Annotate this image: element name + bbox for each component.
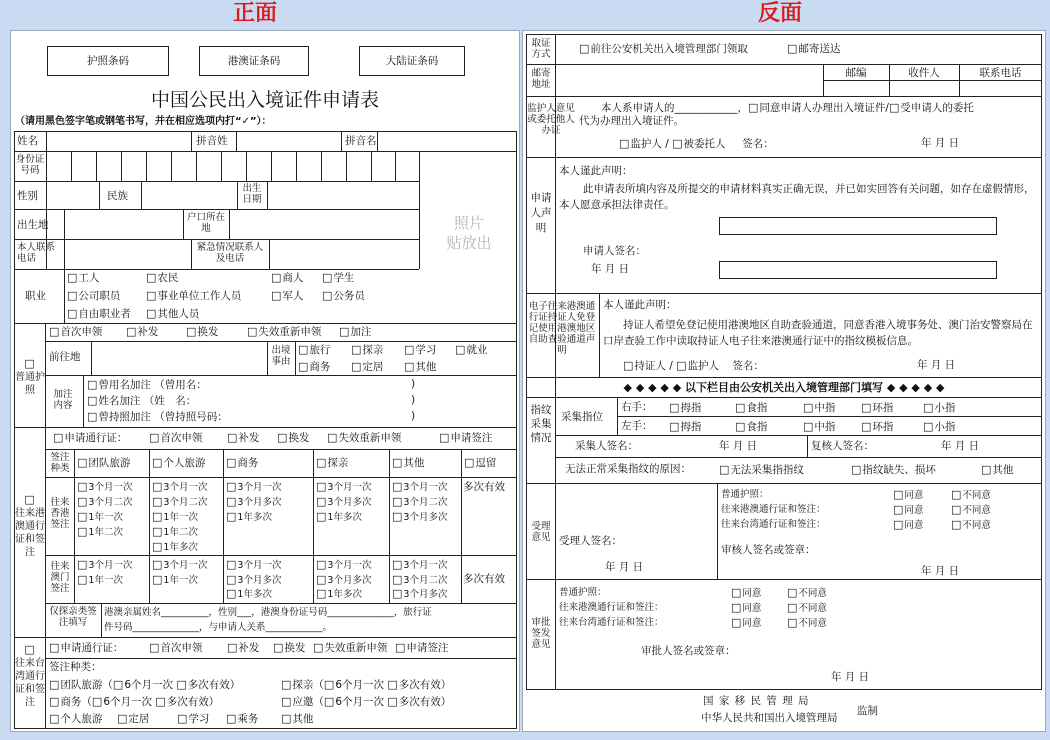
- label-egate-declaration: 电子往来港澳通行证持证人免登记使用港澳地区自助查验通道声明: [528, 301, 596, 356]
- hk-endorse-option[interactable]: □ 3个月一次: [392, 481, 447, 493]
- hkmo-apply-permit[interactable]: □ 申请通行证：: [53, 431, 127, 445]
- label-endorse-content: 加注内容: [53, 389, 73, 411]
- endorse-business[interactable]: □ 商务: [226, 456, 258, 470]
- finger-checkbox[interactable]: □ 食指: [735, 401, 767, 415]
- label-occupation: 职业: [25, 290, 46, 302]
- hk-endorse-option[interactable]: □ 3个月二次: [77, 496, 132, 508]
- agree-checkbox[interactable]: □ 同意: [731, 617, 761, 629]
- fp-right-hand: 右手：: [621, 401, 653, 413]
- reason-travel[interactable]: □ 旅行: [298, 343, 330, 357]
- official-use-banner: ◆ ◆ ◆ ◆ ◆ 以下栏目由公安机关出入境管理部门填写 ◆ ◆ ◆ ◆ ◆: [623, 381, 945, 394]
- back-side-title: 反面: [757, 1, 802, 26]
- tw-study[interactable]: □ 学习: [177, 712, 209, 726]
- occ-institution[interactable]: □ 事业单位工作人员: [146, 289, 241, 303]
- doc-item-label: 往来港澳通行证和签注：: [721, 504, 826, 515]
- label-pinyin-given: 拼音名: [345, 135, 377, 147]
- hk-multiple-valid: 多次有效: [463, 481, 505, 493]
- label-mail-address: 邮寄地址: [531, 68, 551, 90]
- egate-date: 年 月 日: [917, 359, 956, 371]
- endorse-former-passport[interactable]: □ 曾持照加注 （曾持照号码：: [87, 410, 228, 424]
- photo-placeholder: 照片 贴放出: [446, 214, 492, 252]
- egate-signature[interactable]: □ 持证人 / □ 监护人 签名：: [623, 359, 764, 373]
- reason-family[interactable]: □ 探亲: [351, 343, 383, 357]
- label-mo-endorse: 往来澳门签注: [50, 561, 70, 594]
- family-info-line2: 件号码______________，与申请人关系____________。: [104, 622, 333, 633]
- hk-endorse-option[interactable]: □ 3个月多次: [316, 496, 371, 508]
- endorse-name[interactable]: □ 姓名加注 （姓 名：: [87, 394, 196, 408]
- mo-endorse-option[interactable]: □ 3个月一次: [152, 559, 207, 571]
- mo-endorse-option[interactable]: □ 1年一次: [152, 574, 198, 586]
- tw-row2-right[interactable]: □ 应邀（□ 6个月一次 □ 多次有效）: [281, 695, 451, 709]
- hkmo-renew[interactable]: □ 换发: [277, 431, 309, 445]
- hk-endorse-option[interactable]: □ 3个月一次: [77, 481, 132, 493]
- tw-crew[interactable]: □ 乘务: [226, 712, 258, 726]
- label-hk-endorse: 往来香港签注: [50, 497, 70, 530]
- doc-item-label: 普通护照：: [721, 489, 769, 500]
- applicant-signature-box[interactable]: [719, 217, 997, 235]
- label-emergency-contact: 紧急情况联系人及电话: [196, 242, 264, 264]
- doc-item-label: 往来台湾通行证和签注：: [721, 519, 826, 530]
- disagree-checkbox[interactable]: □ 不同意: [787, 587, 827, 599]
- form-title: 中国公民出入境证件申请表: [150, 89, 379, 111]
- tw-settle[interactable]: □ 定居: [117, 712, 149, 726]
- mo-endorse-option[interactable]: □ 1年多次: [226, 588, 272, 600]
- footer-org-2: 中华人民共和国出入境管理局: [701, 712, 838, 724]
- label-hukou: 户口所在地: [186, 212, 225, 234]
- endorse-individual-tour[interactable]: □ 个人旅游: [152, 456, 205, 470]
- endorse-family-visit[interactable]: □ 探亲: [316, 456, 348, 470]
- label-id-number: 身份证号码: [15, 154, 45, 176]
- guardian-date: 年 月 日: [921, 137, 960, 149]
- occ-military[interactable]: □ 军人: [271, 289, 303, 303]
- occ-worker[interactable]: □ 工人: [67, 271, 99, 285]
- finger-checkbox[interactable]: □ 小指: [923, 420, 955, 434]
- mo-endorse-option[interactable]: □ 3个月一次: [77, 559, 132, 571]
- tw-renew[interactable]: □ 换发: [273, 641, 305, 655]
- form-instruction: （请用黑色签字笔或钢笔书写，并在相应选项内打“✓”）：: [15, 116, 272, 127]
- disagree-checkbox[interactable]: □ 不同意: [787, 602, 827, 614]
- label-endorse-type: 签注种类: [50, 452, 70, 474]
- disagree-checkbox[interactable]: □ 不同意: [787, 617, 827, 629]
- label-fingerprint: 指纹采集情况: [530, 404, 552, 444]
- pickup-mail[interactable]: □ 邮寄送达: [787, 42, 840, 56]
- egate-decl-text: 持证人希望免登记使用港澳地区自助查验通道，同意香港入境事务处、澳门治安警察局在口岸查验工作中读取持证人电子往来港澳通行证中的指纹模板信息。: [603, 319, 1033, 347]
- pickup-in-person[interactable]: □ 前往公安机关出入境管理部门领取: [579, 42, 748, 56]
- label-acceptance: 受理意见: [531, 521, 551, 543]
- passport-reissue[interactable]: □ 补发: [126, 325, 158, 339]
- disagree-checkbox[interactable]: □ 不同意: [951, 504, 991, 516]
- approve-date: 年 月 日: [831, 671, 870, 683]
- mo-endorse-option[interactable]: □ 3个月一次: [226, 559, 281, 571]
- hk-endorse-option[interactable]: □ 1年一次: [77, 511, 123, 523]
- mo-endorse-option[interactable]: □ 3个月多次: [226, 574, 281, 586]
- doc-item-label: 普通护照：: [559, 587, 607, 598]
- mail-postcode-head: 邮编: [845, 67, 867, 79]
- fp-position-label: 采集指位: [561, 411, 603, 423]
- mo-endorse-option[interactable]: □ 1年多次: [316, 588, 362, 600]
- reason-business[interactable]: □ 商务: [298, 360, 330, 374]
- egate-decl-title: 本人谨此声明：: [603, 299, 677, 311]
- endorse-other[interactable]: □ 其他: [392, 456, 424, 470]
- mo-endorse-option[interactable]: □ 3个月一次: [316, 559, 371, 571]
- fp-collector-date: 年 月 日: [719, 440, 758, 452]
- hk-endorse-option[interactable]: □ 3个月一次: [226, 481, 281, 493]
- tw-reissue[interactable]: □ 补发: [227, 641, 259, 655]
- disagree-checkbox[interactable]: □ 不同意: [951, 519, 991, 531]
- label-birthplace: 出生地: [17, 219, 49, 231]
- label-birth-date: 出生日期: [242, 183, 262, 205]
- reason-settle[interactable]: □ 定居: [351, 360, 383, 374]
- accept-date: 年 月 日: [605, 561, 644, 573]
- occ-other[interactable]: □ 其他人员: [146, 307, 199, 321]
- fp-reason-cannot-collect[interactable]: □ 无法采集指指纹: [719, 463, 804, 477]
- mainland-barcode-box: 大陆证条码: [359, 46, 465, 76]
- agree-checkbox[interactable]: □ 同意: [731, 587, 761, 599]
- finger-checkbox[interactable]: □ 中指: [803, 401, 835, 415]
- fp-reason-other[interactable]: □ 其他: [981, 463, 1013, 477]
- hk-endorse-option[interactable]: □ 3个月二次: [152, 496, 207, 508]
- finger-checkbox[interactable]: □ 环指: [861, 401, 893, 415]
- tw-first-apply[interactable]: □ 首次申领: [149, 641, 202, 655]
- finger-checkbox[interactable]: □ 中指: [803, 420, 835, 434]
- finger-checkbox[interactable]: □ 环指: [861, 420, 893, 434]
- passport-invalid-reapply[interactable]: □ 失效重新申领: [247, 325, 321, 339]
- accept-signature: 受理人签名：: [559, 535, 622, 547]
- applicant-decl-title: 本人谨此声明：: [559, 165, 633, 177]
- footer-supervise: 监制: [857, 705, 878, 717]
- applicant-date: 年 月 日: [591, 263, 630, 275]
- agree-checkbox[interactable]: □ 同意: [893, 489, 923, 501]
- finger-checkbox[interactable]: □ 小指: [923, 401, 955, 415]
- family-info-line1: 港澳亲属姓名__________，性别___，港澳身份证号码______________，旅行证: [104, 607, 432, 618]
- label-name: 姓名: [17, 135, 38, 147]
- fp-failure-reason: 无法正常采集指纹的原因：: [565, 463, 691, 475]
- hkmo-reissue[interactable]: □ 补发: [227, 431, 259, 445]
- finger-checkbox[interactable]: □ 食指: [735, 420, 767, 434]
- tw-section-label[interactable]: □ 往来台湾通行证和签注: [15, 643, 45, 709]
- hk-endorse-option[interactable]: □ 1年多次: [152, 541, 198, 553]
- occ-student[interactable]: □ 学生: [322, 271, 354, 285]
- tw-individual-tour[interactable]: □ 个人旅游: [49, 712, 102, 726]
- fp-left-hand: 左手：: [621, 420, 653, 432]
- label-family-visit-only: 仅探亲类签注填写: [49, 606, 97, 628]
- label-destination: 前往地: [49, 351, 81, 363]
- mo-endorse-option[interactable]: □ 1年一次: [77, 574, 123, 586]
- tw-row1-right[interactable]: □ 探亲（□ 6个月一次 □ 多次有效）: [281, 678, 451, 692]
- tw-row1-left[interactable]: □ 团队旅游（□ 6个月一次 □ 多次有效）: [49, 678, 240, 692]
- label-pickup-method: 取证方式: [531, 38, 551, 60]
- front-side-title: 正面: [232, 1, 277, 26]
- passport-renew[interactable]: □ 换发: [186, 325, 218, 339]
- occ-civil-servant[interactable]: □ 公务员: [322, 289, 365, 303]
- hk-endorse-option[interactable]: □ 3个月多次: [392, 511, 447, 523]
- label-approval: 审批签发意见: [531, 617, 551, 650]
- fp-reason-missing[interactable]: □ 指纹缺失、损坏: [851, 463, 936, 477]
- fp-reviewer-sig: 复核人签名：: [811, 440, 874, 452]
- label-pinyin-surname: 拼音姓: [196, 135, 228, 147]
- hk-endorse-option[interactable]: □ 1年二次: [77, 526, 123, 538]
- agree-checkbox[interactable]: □ 同意: [893, 504, 923, 516]
- tw-other[interactable]: □ 其他: [281, 712, 313, 726]
- back-page: [522, 30, 1046, 732]
- passport-section-label[interactable]: □ 普通护照: [15, 357, 45, 397]
- label-applicant-declaration: 申请人声明: [530, 192, 552, 234]
- reason-study[interactable]: □ 学习: [404, 343, 436, 357]
- hkmo-invalid-reapply[interactable]: □ 失效重新申领: [327, 431, 401, 445]
- applicant-date-box[interactable]: [719, 261, 997, 279]
- occ-merchant[interactable]: □ 商人: [271, 271, 303, 285]
- applicant-decl-text: 此申请表所填内容及所提交的申请材料真实正确无误，并已如实回答有关问题，如存在虚假情形，本人愿意承担法律责任。: [559, 183, 1035, 211]
- reviewer-signature: 审核人签名或签章：: [721, 544, 816, 556]
- occ-employee[interactable]: □ 公司职员: [67, 289, 120, 303]
- label-ethnicity: 民族: [107, 190, 128, 202]
- occ-freelancer[interactable]: □ 自由职业者: [67, 307, 131, 321]
- hk-endorse-option[interactable]: □ 1年一次: [152, 511, 198, 523]
- guardian-text-1: 本人系申请人的____________，□ 同意申请人办理出入境证件/□ 受申请人的委托: [601, 101, 974, 115]
- hkmo-barcode-box: 港澳证条码: [199, 46, 309, 76]
- hk-endorse-option[interactable]: □ 1年二次: [152, 526, 198, 538]
- tw-row2-left[interactable]: □ 商务（□ 6个月一次 □ 多次有效）: [49, 695, 219, 709]
- tw-apply-endorse[interactable]: □ 申请签注: [395, 641, 448, 655]
- finger-checkbox[interactable]: □ 拇指: [669, 401, 701, 415]
- endorse-stay[interactable]: □ 逗留: [464, 456, 496, 470]
- reviewer-date: 年 月 日: [921, 565, 960, 577]
- reason-other[interactable]: □ 其他: [404, 360, 436, 374]
- tw-apply-permit[interactable]: □ 申请通行证：: [49, 641, 123, 655]
- hkmo-section-label[interactable]: □ 往来港澳通行证和签注: [15, 493, 45, 559]
- agree-checkbox[interactable]: □ 同意: [893, 519, 923, 531]
- mo-endorse-option[interactable]: □ 3个月多次: [392, 588, 447, 600]
- agree-checkbox[interactable]: □ 同意: [731, 602, 761, 614]
- hkmo-first-apply[interactable]: □ 首次申领: [149, 431, 202, 445]
- hk-endorse-option[interactable]: □ 3个月多次: [226, 496, 281, 508]
- mail-phone-head: 联系电话: [979, 67, 1022, 79]
- label-exit-reason: 出境事由: [271, 345, 291, 367]
- mo-endorse-option[interactable]: □ 3个月一次: [392, 559, 447, 571]
- applicant-signature-label: 申请人签名：: [583, 245, 646, 257]
- tw-endorse-type-label: 签注种类：: [49, 661, 102, 673]
- mo-multiple-valid: 多次有效: [463, 573, 505, 585]
- occ-farmer[interactable]: □ 农民: [146, 271, 178, 285]
- hk-endorse-option[interactable]: □ 3个月一次: [316, 481, 371, 493]
- hk-endorse-option[interactable]: □ 1年多次: [316, 511, 362, 523]
- disagree-checkbox[interactable]: □ 不同意: [951, 489, 991, 501]
- endorse-group-tour[interactable]: □ 团队旅游: [77, 456, 130, 470]
- hk-endorse-option[interactable]: □ 1年多次: [226, 511, 272, 523]
- fp-collector-sig: 采集人签名：: [575, 440, 638, 452]
- passport-first-apply[interactable]: □ 首次申领: [49, 325, 102, 339]
- hkmo-apply-endorse[interactable]: □ 申请签注: [439, 431, 492, 445]
- guardian-signature[interactable]: □ 监护人 / □ 被委托人 签名：: [619, 137, 774, 151]
- finger-checkbox[interactable]: □ 拇指: [669, 420, 701, 434]
- fp-reviewer-date: 年 月 日: [941, 440, 980, 452]
- passport-endorse[interactable]: □ 加注: [339, 325, 371, 339]
- doc-item-label: 往来台湾通行证和签注：: [559, 617, 664, 628]
- hk-endorse-option[interactable]: □ 3个月一次: [152, 481, 207, 493]
- label-phone: 本人联系电话: [17, 242, 56, 264]
- front-page: 护照条码 港澳证条码 大陆证条码 中国公民出入境证件申请表 （请用黑色签字笔或钢笔书写，并在相应选项内打“✓”）： 姓名 拼音姓 拼音名 身份证号码 性别 民族 出生日期 出生地 户口所在地 本人联系电话 紧急情况联系人及电话 照片 贴放出 职业 □ 工人 □ 农民 □ 商人 □ 学生 □ 公司职员 □ 事业单位工作人员 □ 军人 □ 公务员 □ 自由职业者 □ 其他人员 □ 普通护照 □ 首次申领 □ 补发 □ 换发 □ 失效重新申领 □ 加注 前往地 出境事由 □ 旅行 □ 探亲 □ 学习 □ 就业 □ 商务 □ 定居 □ 其他 加注内容 □ 曾用名加注 （曾用名： □ 姓名加注 （姓 名： □ 曾持照加注 （曾持照号码： ) ) ) □ 往来港澳通行证和签注 □ 申请通行证： □ 首次申领 □ 补发 □ 换发 □ 失效重新申领 □ 申请签注 签注种类 □ 团队旅游 □ 个人旅游 □ 商务 □ 探亲 □ 其他 □ 逗留 往来香港签注 多次有效 往来澳门签注 多次有效 仅探亲类签注填写 港澳亲属姓名__________，性别___，港澳身份证号码______________，旅行证 件号码______________，与申请人关系____________。 □ 往来台湾通行证和签注 □ 申请通行证： □ 首次申领 □ 补发 □ 换发 □ 失效重新申领 □ 申请签注 签注种类： □ 团队旅游（□ 6个月一次 □ 多次有效） □ 探亲（□ 6个月一次 □ 多次有效） □ 商务（□ 6个月一次 □ 多次有效） □ 应邀（□ 6个月一次 □ 多次有效） □ 个人旅游 □ 定居 □ 学习 □ 乘务 □ 其他 □ 3个月一次 □ 3个月二次 □ 1年一次 □ 1年二次 □ 3个月一次 □ 3个月二次 □ 1年一次 □ 1年二次 □ 1年多次 □ 3个月一次 □ 3个月多次 □ 1年多次 □ 3个月一次 □ 3个月多次 □ 1年多次 □ 3个月一次 □ 3个月二次 □ 3个月多次 □ 3个月一次 □ 1年一次 □ 3个月一次 □ 1年一次 □ 3个月一次 □ 3个月多次 □ 1年多次 □ 3个月一次 □ 3个月多次 □ 1年多次 □ 3个月一次 □ 3个月二次 □ 3个月多次: [10, 30, 520, 732]
- mail-recipient-head: 收件人: [908, 67, 940, 79]
- guardian-text-2: 代为办理出入境证件。: [579, 115, 684, 127]
- doc-item-label: 往来港澳通行证和签注：: [559, 602, 664, 613]
- tw-invalid-reapply[interactable]: □ 失效重新申领: [313, 641, 387, 655]
- mo-endorse-option[interactable]: □ 3个月多次: [316, 574, 371, 586]
- label-guardian: 监护人意见或委托他人办证: [527, 103, 575, 136]
- passport-barcode-box: 护照条码: [47, 46, 169, 76]
- mo-endorse-option[interactable]: □ 3个月二次: [392, 574, 447, 586]
- reason-employment[interactable]: □ 就业: [455, 343, 487, 357]
- hk-endorse-option[interactable]: □ 3个月二次: [392, 496, 447, 508]
- approver-signature: 审批人签名或签章：: [641, 645, 736, 657]
- label-gender: 性别: [17, 190, 38, 202]
- footer-org: 国 家 移 民 管 理 局: [703, 695, 810, 707]
- endorse-former-name[interactable]: □ 曾用名加注 （曾用名：: [87, 378, 207, 392]
